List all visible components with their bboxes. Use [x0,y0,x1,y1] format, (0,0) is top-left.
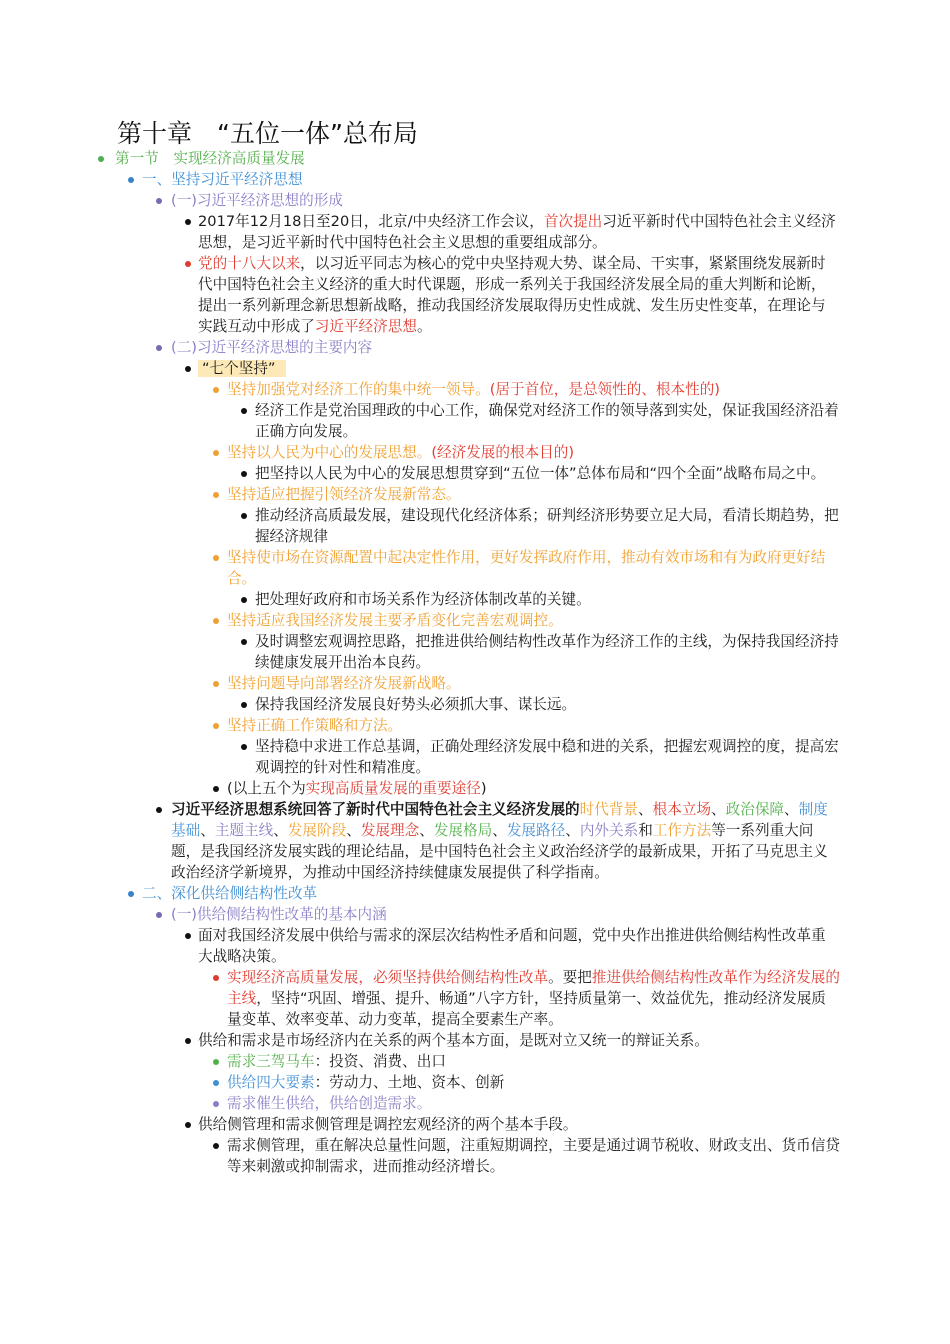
bullet-icon [241,471,247,477]
topic-heading: (一)供给侧结构性改革的基本内涵 [0,904,950,925]
bullet-icon [213,450,219,456]
bullet-icon [241,408,247,414]
list-item: 供给和需求是市场经济内在关系的两个基本方面，是既对立又统一的辩证关系。 [0,1030,950,1051]
bullet-icon [213,555,219,561]
principle-item: 坚持适应我国经济发展主要矛盾变化完善宏观调控。 [0,610,950,631]
bullet-icon [241,702,247,708]
section-heading: 第一节 实现经济高质量发展 [0,148,950,169]
principle-item: 坚持问题导向部署经济发展新战略。 [0,673,950,694]
subsection-heading: 二、深化供给侧结构性改革 [0,883,950,904]
principle-item: 坚持适应把握引领经济发展新常态。 [0,484,950,505]
bullet-icon [213,723,219,729]
bullet-icon [156,807,162,813]
chapter-title: 第十章 “五位一体”总布局 [117,119,418,148]
bullet-icon [213,1101,219,1107]
list-item: 党的十八大以来，以习近平同志为核心的党中央坚持观大势、谋全局、干实事，紧紧围绕发展新时代中国特色社会主义经济的重大时代课题，形成一系列关于我国经济发展全局的重大判断和论断，提出一系列新理念新思想新战略，推动我国经济发展取得历史性成就、发生历史性变革，在理论与实践互动中形成了习近平经济思想。 [0,253,950,337]
bullet-icon [185,219,191,225]
bullet-icon [185,366,191,372]
outline [0,148,950,1177]
list-item: 保持我国经济发展良好势头必须抓大事、谋长远。 [0,694,950,715]
bullet-icon [241,513,247,519]
list-item: 把处理好政府和市场关系作为经济体制改革的关键。 [0,589,950,610]
bullet-icon [156,198,162,204]
bullet-icon [98,156,104,162]
list-item [0,358,950,379]
list-item: 及时调整宏观调控思路，把推进供给侧结构性改革作为经济工作的主线，为保持我国经济持续健康发展开出治本良药。 [0,631,950,673]
list-item: 经济工作是党治国理政的中心工作，确保党对经济工作的领导落到实处，保证我国经济沿着正确方向发展。 [0,400,950,442]
bullet-icon [213,1059,219,1065]
bullet-icon [156,345,162,351]
list-item: 实现经济高质量发展，必须坚持供给侧结构性改革。要把推进供给侧结构性改革作为经济发展的主线，坚持“巩固、增强、提升、畅通”八字方针，坚持质量第一、效益优先，推动经济发展质量变革、效率变革、动力变革，提高全要素生产率。 [0,967,950,1030]
highlight-label: “七个坚持” [198,360,286,377]
bullet-icon [213,618,219,624]
subsection-heading: 一、坚持习近平经济思想 [0,169,950,190]
list-item: 需求催生供给，供给创造需求。 [0,1093,950,1114]
list-item: 供给四大要素：劳动力、土地、资本、创新 [0,1072,950,1093]
topic-heading: (二)习近平经济思想的主要内容 [0,337,950,358]
bullet-icon [241,744,247,750]
bullet-icon [185,1122,191,1128]
bullet-icon [213,492,219,498]
list-item: 供给侧管理和需求侧管理是调控宏观经济的两个基本手段。 [0,1114,950,1135]
list-item: 需求三驾马车：投资、消费、出口 [0,1051,950,1072]
bullet-icon [128,891,134,897]
topic-heading: (一)习近平经济思想的形成 [0,190,950,211]
bullet-icon [156,912,162,918]
bullet-icon [213,1143,219,1149]
principle-item: 坚持使市场在资源配置中起决定性作用，更好发挥政府作用，推动有效市场和有为政府更好结合。 [0,547,950,589]
summary-item: 习近平经济思想系统回答了新时代中国特色社会主义经济发展的时代背景、根本立场、政治保障、制度基础、主题主线、发展阶段、发展理念、发展格局、发展路径、内外关系和工作方法等一系列重大问题，是我国经济发展实践的理论结晶，是中国特色社会主义政治经济学的最新成果，开拓了马克思主义政治经济学新境界，为推动中国经济持续健康发展提供了科学指南。 [0,799,950,883]
bullet-icon [185,261,191,267]
list-item: 坚持稳中求进工作总基调，正确处理经济发展中稳和进的关系，把握宏观调控的度，提高宏观调控的针对性和精准度。 [0,736,950,778]
bullet-icon [241,639,247,645]
bullet-icon [185,1038,191,1044]
principle-item: 坚持以人民为中心的发展思想。(经济发展的根本目的) [0,442,950,463]
note-item: (以上五个为实现高质量发展的重要途径) [0,778,950,799]
bullet-icon [213,387,219,393]
list-item: 2017年12月18日至20日，北京/中央经济工作会议，首次提出习近平新时代中国特色社会主义经济思想，是习近平新时代中国特色社会主义思想的重要组成部分。 [0,211,950,253]
principle-item: 坚持正确工作策略和方法。 [0,715,950,736]
list-item: 把坚持以人民为中心的发展思想贯穿到“五位一体”总体布局和“四个全面”战略布局之中。 [0,463,950,484]
list-item: 需求侧管理，重在解决总量性问题，注重短期调控，主要是通过调节税收、财政支出、货币信贷等来刺激或抑制需求，进而推动经济增长。 [0,1135,950,1177]
bullet-icon [213,1080,219,1086]
bullet-icon [185,933,191,939]
bullet-icon [241,597,247,603]
bullet-icon [213,975,219,981]
bullet-icon [213,681,219,687]
bullet-icon [213,786,219,792]
list-item: 面对我国经济发展中供给与需求的深层次结构性矛盾和问题，党中央作出推进供给侧结构性改革重大战略决策。 [0,925,950,967]
bullet-icon [128,177,134,183]
list-item: 推动经济高质最发展，建设现代化经济体系；研判经济形势要立足大局，看清长期趋势，把握经济规律 [0,505,950,547]
principle-item: 坚持加强党对经济工作的集中统一领导。(居于首位，是总领性的、根本性的) [0,379,950,400]
